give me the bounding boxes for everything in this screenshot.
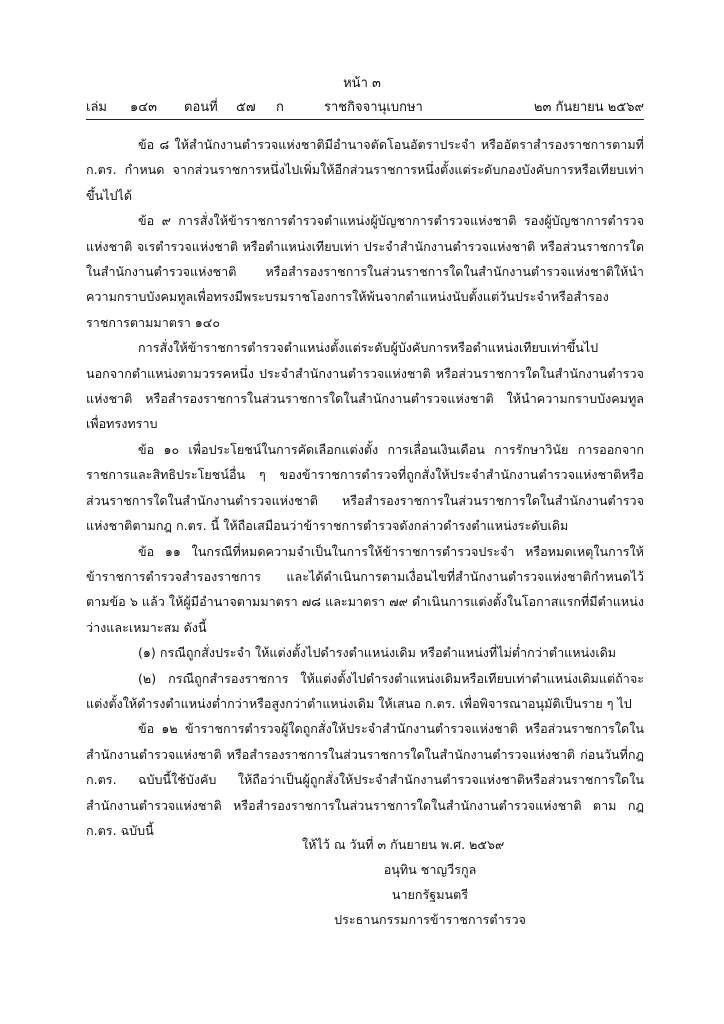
document-body (86, 132, 644, 843)
clause-9-paragraph-2: การสั่งให้ข้าราชการตำรวจตำแหน่งตั้งแต่ระดับผู้บังคับการหรือตำแหน่งเทียบเท่าขึ้นไปนอกจากตำแหน่งตามวรรคหนึ่ง ประจำสำนักงานตำรวจแห่งชาติ หรือส่วนราชการใดในสำนักงานตำรวจแห่งชาติ หรือสำรองราชการในส่วนราชการใดในสำนักงานตำรวจแห่งชาติ ให้นำความกราบบังคมทูลเพื่อทรงทราบ (86, 340, 644, 432)
gazette-date: ๒๓ กันยายน ๒๕๖๙ (533, 100, 644, 115)
clause-12: ข้อ ๑๒ ข้าราชการตำรวจผู้ใดถูกสั่งให้ประจำสำนักงานตำรวจแห่งชาติ หรือส่วนราชการใดในสำนักงานตำรวจแห่งชาติ หรือสำรองราชการในส่วนราชการใดในสำนักงานตำรวจแห่งชาติ ก่อนวันที่กฎ ก.ตร. ฉบับนี้ใช้บังคับ ให้ถือว่าเป็นผู้ถูกสั่งให้ประจำสำนักงานตำรวจแห่งชาติหรือส่วนราชการใดในสำนักงานตำรวจแห่งชาติ หรือสำรองราชการในส่วนราชการใดในสำนักงานตำรวจแห่งชาติ ตาม กฎ ก.ตร. ฉบับนี้ (86, 721, 644, 838)
signatory-name: อนุทิน ชาญวีรกูล (383, 862, 477, 877)
signature-block (260, 832, 600, 932)
given-date: ให้ไว้ ณ วันที่ ๓ กันยายน พ.ศ. ๒๕๖๙ (302, 837, 505, 852)
page-number: หน้า ๓ (343, 76, 381, 91)
clause-11: ข้อ ๑๑ ในกรณีที่หมดความจำเป็นในการให้ข้าราชการตำรวจประจำ หรือหมดเหตุในการให้ข้าราชการตำรวจสำรองราชการ และได้ดำเนินการตามเงื่อนไขที่สำนักงานตำรวจแห่งชาติกำหนดไว้ตามข้อ ๖ แล้ว ให้ผู้มีอำนาจตามมาตรา ๗๘ และมาตรา ๗๙ ดำเนินการแต่งตั้งในโอกาสแรกที่มีตำแหน่งว่างและเหมาะสม ดังนี้ (86, 543, 644, 635)
header-divider (86, 119, 644, 120)
clause-10: ข้อ ๑๐ เพื่อประโยชน์ในการคัดเลือกแต่งตั้ง การเลื่อนเงินเดือน การรักษาวินัย การออกจากราชการและสิทธิประโยชน์อื่น ๆ ของข้าราชการตำรวจที่ถูกสั่งให้ประจำสำนักงานตำรวจแห่งชาติหรือส่วนราชการใดในสำนักงานตำรวจแห่งชาติ หรือสำรองราชการในส่วนราชการใดในสำนักงานตำรวจแห่งชาติตามกฎ ก.ตร. นี้ ให้ถือเสมือนว่าข้าราชการตำรวจดังกล่าวดำรงตำแหน่งระดับเดิม (86, 441, 644, 534)
section-number: ๕๗ (236, 100, 256, 115)
clause-9: ข้อ ๙ การสั่งให้ข้าราชการตำรวจตำแหน่งผู้บัญชาการตำรวจแห่งชาติ รองผู้บัญชาการตำรวจแห่งชาติ จเรตำรวจแห่งชาติ หรือตำแหน่งเทียบเท่า ประจำสำนักงานตำรวจแห่งชาติ หรือส่วนราชการใดในสำนักงานตำรวจแห่งชาติ หรือสำรองราชการในส่วนราชการใดในสำนักงานตำรวจแห่งชาติให้นำความกราบบังคมทูลเพื่อทรงมีพระบรมราชโองการให้พ้นจากตำแหน่งนับตั้งแต่วันประจำหรือสำรองราชการตามมาตรา ๑๔๐ (86, 213, 644, 330)
signatory-role: ประธานกรรมการข้าราชการตำรวจ (334, 912, 526, 927)
volume-label: เล่ม (86, 100, 107, 115)
volume-number: ๑๔๓ (130, 100, 157, 115)
clause-11-item-2: (๒) กรณีถูกสำรองราชการ ให้แต่งตั้งไปดำรงตำแหน่งเดิมหรือเทียบเท่าตำแหน่งเดิมแต่ถ้าจะแต่งตั้งให้ดำรงตำแหน่งต่ำกว่าหรือสูงกว่าตำแหน่งเดิม ให้เสนอ ก.ตร. เพื่อพิจารณาอนุมัติเป็นราย ๆ ไป (86, 670, 644, 711)
clause-8: ข้อ ๘ ให้สำนักงานตำรวจแห่งชาติมีอำนาจตัดโอนอัตราประจำ หรืออัตราสำรองราชการตามที่ ก.ตร. กำหนด จากส่วนราชการหนึ่งไปเพิ่มให้อีกส่วนราชการหนึ่งตั้งแต่ระดับกองบังคับการหรือเทียบเท่าขึ้นไปได้ (86, 137, 644, 203)
part-letter: ก (276, 100, 284, 115)
signatory-title: นายกรัฐมนตรี (391, 887, 469, 902)
gazette-header (86, 96, 644, 116)
clause-11-item-1: (๑) กรณีถูกสั่งประจำ ให้แต่งตั้งไปดำรงตำแหน่งเดิม หรือตำแหน่งที่ไม่ต่ำกว่าตำแหน่งเดิม (138, 645, 617, 661)
section-label: ตอนที่ (184, 100, 218, 115)
gazette-name: ราชกิจจานุเบกษา (324, 100, 423, 115)
